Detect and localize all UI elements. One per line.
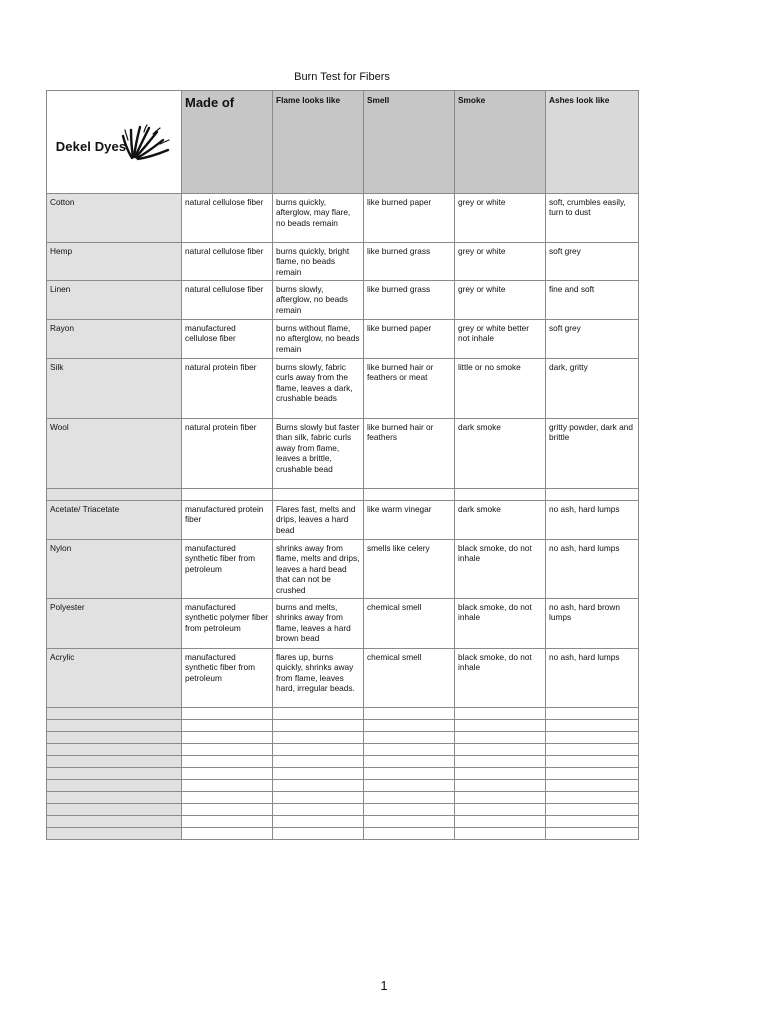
empty-cell [546, 804, 639, 816]
cell-ashes: no ash, hard lumps [546, 649, 639, 708]
empty-row [47, 828, 639, 840]
table-row [47, 540, 639, 599]
cell-fiber: Hemp [47, 243, 182, 281]
cell-smoke: dark smoke [455, 419, 546, 489]
empty-cell [364, 744, 455, 756]
empty-cell [364, 828, 455, 840]
cell-flame: burns and melts, shrinks away from flame, leaves a hard brown bead [273, 599, 364, 649]
empty-cell [182, 708, 273, 720]
cell-fiber: Acetate/ Triacetate [47, 501, 182, 540]
empty-cell [364, 732, 455, 744]
cell-smell: like warm vinegar [364, 501, 455, 540]
cell-flame: flares up, burns quickly, shrinks away from flame, leaves hard, irregular beads. [273, 649, 364, 708]
empty-cell [455, 720, 546, 732]
page-number: 1 [380, 978, 388, 993]
cell-flame: burns slowly, afterglow, no beads remain [273, 281, 364, 320]
cell-fiber: Rayon [47, 320, 182, 359]
cell-smoke: grey or white better not inhale [455, 320, 546, 359]
cell-made-of: manufactured synthetic fiber from petroleum [182, 649, 273, 708]
empty-cell [182, 816, 273, 828]
empty-cell [455, 816, 546, 828]
empty-cell [455, 732, 546, 744]
empty-cell [364, 792, 455, 804]
header-smoke: Smoke [455, 91, 546, 194]
empty-cell [47, 768, 182, 780]
cell-smell: like burned hair or feathers or meat [364, 359, 455, 419]
cell-ashes: no ash, hard lumps [546, 501, 639, 540]
empty-cell [273, 732, 364, 744]
empty-cell [273, 720, 364, 732]
cell-fiber: Silk [47, 359, 182, 419]
empty-cell [182, 768, 273, 780]
cell-flame: Burns slowly but faster than silk, fabric curls away from flame, leaves a brittle, crushable bead [273, 419, 364, 489]
table-row [47, 599, 639, 649]
empty-cell [455, 792, 546, 804]
empty-cell [546, 720, 639, 732]
cell-made-of: natural cellulose fiber [182, 243, 273, 281]
header-made-of: Made of [182, 91, 273, 194]
empty-row [47, 804, 639, 816]
empty-row [47, 816, 639, 828]
empty-cell [47, 744, 182, 756]
cell-made-of: natural cellulose fiber [182, 281, 273, 320]
header-flame: Flame looks like [273, 91, 364, 194]
empty-cell [546, 744, 639, 756]
empty-cell [364, 816, 455, 828]
cell-made-of: natural protein fiber [182, 419, 273, 489]
fan-leaf-icon [120, 122, 172, 162]
cell-fiber: Wool [47, 419, 182, 489]
cell-ashes: dark, gritty [546, 359, 639, 419]
spacer-cell [364, 489, 455, 501]
cell-fiber: Nylon [47, 540, 182, 599]
empty-cell [47, 720, 182, 732]
cell-made-of: manufactured protein fiber [182, 501, 273, 540]
empty-cell [546, 768, 639, 780]
empty-cell [47, 816, 182, 828]
table-row [47, 243, 639, 281]
cell-made-of: natural protein fiber [182, 359, 273, 419]
cell-smoke: black smoke, do not inhale [455, 540, 546, 599]
table-row [47, 649, 639, 708]
cell-smell: chemical smell [364, 599, 455, 649]
header-row [47, 91, 639, 194]
cell-ashes: fine and soft [546, 281, 639, 320]
header-ashes: Ashes look like [546, 91, 639, 194]
table-row [47, 320, 639, 359]
cell-made-of: manufactured synthetic polymer fiber from petroleum [182, 599, 273, 649]
empty-row [47, 756, 639, 768]
empty-cell [182, 780, 273, 792]
logo-text: Dekel Dyes [55, 138, 127, 154]
cell-ashes: soft grey [546, 243, 639, 281]
empty-row [47, 720, 639, 732]
table-row [47, 281, 639, 320]
document-title: Burn Test for Fibers [294, 71, 390, 83]
empty-row [47, 732, 639, 744]
empty-cell [182, 744, 273, 756]
burn-test-table [46, 90, 639, 840]
cell-flame: shrinks away from flame, melts and drips, leaves a hard bead that can not be crushed [273, 540, 364, 599]
cell-made-of: natural cellulose fiber [182, 194, 273, 243]
empty-cell [364, 804, 455, 816]
cell-fiber: Acrylic [47, 649, 182, 708]
empty-cell [273, 792, 364, 804]
cell-smoke: grey or white [455, 281, 546, 320]
empty-row [47, 768, 639, 780]
spacer-cell [47, 489, 182, 501]
cell-smell: like burned grass [364, 281, 455, 320]
cell-fiber: Linen [47, 281, 182, 320]
cell-smell: like burned grass [364, 243, 455, 281]
empty-cell [546, 756, 639, 768]
table-row [47, 194, 639, 243]
empty-cell [273, 780, 364, 792]
empty-cell [546, 732, 639, 744]
empty-cell [47, 804, 182, 816]
empty-cell [182, 720, 273, 732]
cell-smell: like burned paper [364, 320, 455, 359]
spacer-cell [455, 489, 546, 501]
cell-smell: chemical smell [364, 649, 455, 708]
empty-cell [455, 828, 546, 840]
cell-smoke: little or no smoke [455, 359, 546, 419]
cell-smoke: grey or white [455, 243, 546, 281]
empty-cell [273, 768, 364, 780]
logo-cell [47, 91, 182, 194]
empty-cell [182, 792, 273, 804]
empty-cell [182, 732, 273, 744]
cell-flame: burns quickly, afterglow, may flare, no beads remain [273, 194, 364, 243]
cell-flame: burns quickly, bright flame, no beads remain [273, 243, 364, 281]
cell-smoke: black smoke, do not inhale [455, 599, 546, 649]
cell-smell: smells like celery [364, 540, 455, 599]
cell-smoke: black smoke, do not inhale [455, 649, 546, 708]
empty-cell [47, 732, 182, 744]
cell-fiber: Polyester [47, 599, 182, 649]
empty-row [47, 780, 639, 792]
empty-cell [364, 708, 455, 720]
empty-cell [455, 708, 546, 720]
empty-row [47, 708, 639, 720]
empty-cell [455, 780, 546, 792]
cell-ashes: gritty powder, dark and brittle [546, 419, 639, 489]
empty-cell [546, 780, 639, 792]
empty-cell [455, 756, 546, 768]
empty-cell [273, 708, 364, 720]
spacer-cell [546, 489, 639, 501]
empty-cell [546, 816, 639, 828]
empty-cell [546, 828, 639, 840]
cell-ashes: soft grey [546, 320, 639, 359]
empty-row [47, 792, 639, 804]
empty-cell [455, 768, 546, 780]
empty-cell [182, 756, 273, 768]
empty-cell [273, 756, 364, 768]
cell-ashes: no ash, hard brown lumps [546, 599, 639, 649]
empty-cell [273, 816, 364, 828]
cell-smell: like burned paper [364, 194, 455, 243]
empty-cell [273, 804, 364, 816]
spacer-cell [273, 489, 364, 501]
cell-smell: like burned hair or feathers [364, 419, 455, 489]
empty-cell [546, 708, 639, 720]
empty-cell [47, 708, 182, 720]
empty-cell [455, 804, 546, 816]
empty-cell [364, 780, 455, 792]
cell-fiber: Cotton [47, 194, 182, 243]
empty-cell [47, 756, 182, 768]
cell-smoke: dark smoke [455, 501, 546, 540]
empty-cell [182, 804, 273, 816]
empty-cell [47, 780, 182, 792]
empty-cell [364, 756, 455, 768]
empty-cell [47, 828, 182, 840]
empty-cell [273, 828, 364, 840]
empty-cell [182, 828, 273, 840]
empty-cell [273, 744, 364, 756]
empty-cell [364, 720, 455, 732]
table-row [47, 419, 639, 489]
cell-made-of: manufactured cellulose fiber [182, 320, 273, 359]
cell-ashes: soft, crumbles easily, turn to dust [546, 194, 639, 243]
cell-flame: burns slowly, fabric curls away from the flame, leaves a dark, crushable beads [273, 359, 364, 419]
cell-made-of: manufactured synthetic fiber from petroleum [182, 540, 273, 599]
spacer-row [47, 489, 639, 501]
empty-cell [455, 744, 546, 756]
header-smell: Smell [364, 91, 455, 194]
cell-smoke: grey or white [455, 194, 546, 243]
table-row [47, 501, 639, 540]
dekel-dyes-logo [47, 94, 181, 190]
empty-cell [546, 792, 639, 804]
empty-row [47, 744, 639, 756]
table-row [47, 359, 639, 419]
spacer-cell [182, 489, 273, 501]
empty-cell [364, 768, 455, 780]
cell-flame: burns without flame, no afterglow, no beads remain [273, 320, 364, 359]
cell-flame: Flares fast, melts and drips, leaves a hard bead [273, 501, 364, 540]
empty-cell [47, 792, 182, 804]
cell-ashes: no ash, hard lumps [546, 540, 639, 599]
